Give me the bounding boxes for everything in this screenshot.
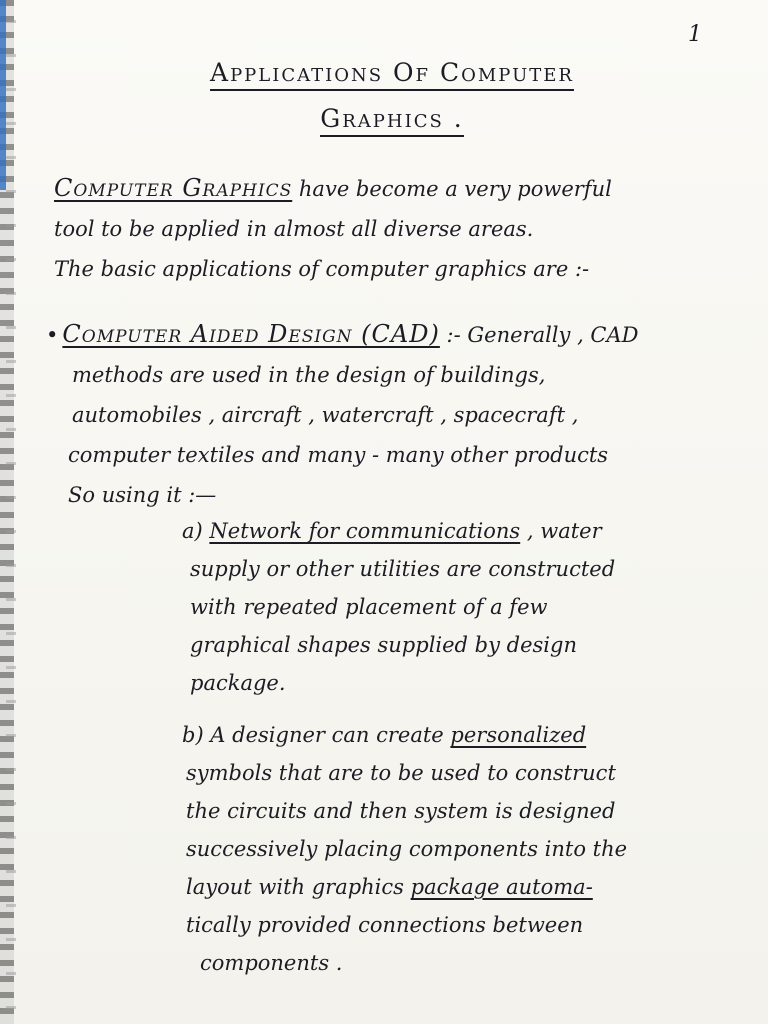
intro-line-3: The basic applications of computer graphics are :-	[54, 257, 590, 281]
bullet-icon: •	[46, 323, 59, 347]
item-a-line-1	[182, 512, 615, 550]
intro-line-1-rest: have become a very powerful	[292, 177, 612, 201]
notebook-holes	[6, 0, 16, 1024]
list-item-b	[182, 716, 627, 982]
page-number: 1	[688, 22, 702, 47]
item-b-line-5-pre: layout with graphics	[186, 875, 411, 899]
cad-term: Computer Aided Design (CAD)	[62, 320, 440, 348]
intro-line-1	[54, 168, 612, 209]
item-b-term: personalized	[450, 723, 587, 747]
cad-line-4: computer textiles and many - many other products	[68, 443, 609, 467]
list-item-a	[182, 512, 615, 702]
item-b-line-5	[182, 868, 627, 906]
item-a-line-4: graphical shapes supplied by design	[190, 633, 577, 657]
page-title	[8, 58, 768, 87]
cad-line-3: automobiles , aircraft , watercraft , spacecraft ,	[72, 403, 579, 427]
item-b-line-7: components .	[200, 951, 343, 975]
intro-term: Computer Graphics	[54, 174, 293, 202]
item-b-line-2: symbols that are to be used to construct	[186, 761, 616, 785]
item-b-line-1	[182, 716, 627, 754]
item-b-line-5-term: package automa-	[410, 875, 593, 899]
cad-section	[46, 314, 639, 515]
item-b-line-6: tically provided connections between	[186, 913, 584, 937]
page-title-line-1: Applications Of Computer	[210, 58, 574, 91]
intro-line-2: tool to be applied in almost all diverse areas.	[54, 217, 534, 241]
page-title-continued	[8, 104, 768, 133]
cad-line-5: So using it :—	[68, 483, 217, 507]
item-b-line-1-pre: b) A designer can create	[182, 723, 451, 747]
item-a-term: Network for communications	[209, 519, 521, 543]
item-a-line-5: package.	[190, 671, 286, 695]
cad-line-2: methods are used in the design of buildings,	[72, 363, 546, 387]
item-a-line-3: with repeated placement of a few	[190, 595, 548, 619]
cad-line-1	[46, 314, 639, 355]
intro-paragraph	[54, 168, 612, 289]
item-a-line-2: supply or other utilities are constructed	[190, 557, 616, 581]
item-b-line-3: the circuits and then system is designed	[186, 799, 616, 823]
item-a-prefix: a)	[182, 519, 210, 543]
item-a-line-1-rest: , water	[520, 519, 602, 543]
page-title-line-2: Graphics .	[320, 104, 463, 137]
item-b-line-4: successively placing components into the	[186, 837, 628, 861]
cad-line-1-rest: :- Generally , CAD	[439, 323, 639, 347]
